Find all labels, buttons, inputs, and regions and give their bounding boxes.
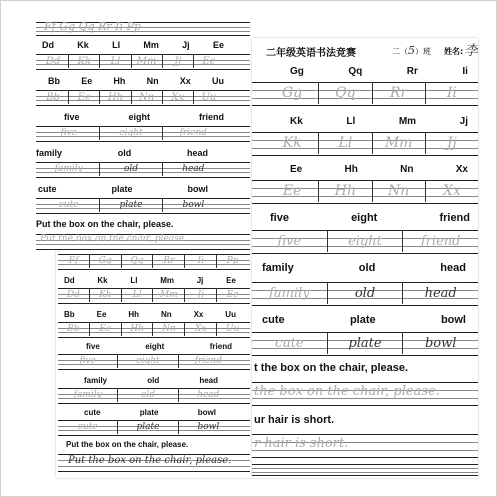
traced-cells-row-2: Bb Ee Hh Nn Xx Uu <box>58 322 248 336</box>
traced-sentence: the box on the chair, please. <box>254 384 440 399</box>
letter-label: Nn <box>160 310 172 319</box>
word-label: bowl <box>187 184 208 194</box>
traced-cells-row-0: Gg Qq Rr Ii <box>266 82 478 104</box>
letter-label: Ee <box>96 310 107 319</box>
words-row-1 <box>270 212 470 224</box>
traced-cells-words-3: cute plate bowl <box>252 332 478 354</box>
word-label: friend <box>198 112 224 122</box>
words-row-2 <box>36 148 208 158</box>
word-label: family <box>84 376 108 385</box>
traced-sentence: Put the box on the chair, please. <box>40 234 187 244</box>
writing-band <box>252 464 478 476</box>
class-number: 5 <box>408 44 415 57</box>
word-label: friend <box>209 342 232 351</box>
word-label: head <box>199 376 218 385</box>
letter-label: Ee <box>81 76 93 86</box>
letter-label: Jj <box>196 276 204 285</box>
traced-cells-words-1: five eight friend <box>38 126 224 140</box>
letter-label: Nn <box>146 76 159 86</box>
letters-row-0 <box>290 66 468 77</box>
traced-cells-row-2: Bb Ee Hh Nn Xx Uu <box>38 90 224 104</box>
traced-cells-words-3: cute plate bowl <box>58 420 238 434</box>
letters-row-1 <box>290 116 468 127</box>
traced-letters-top: Ff Gg Qq Rr Ii Pp <box>44 20 141 33</box>
sentence-label: Put the box on the chair, please. <box>36 219 174 229</box>
letter-label: Jj <box>182 40 190 50</box>
letter-label: Mm <box>160 276 174 285</box>
word-label: bowl <box>197 408 216 417</box>
letter-label: Gg <box>290 66 304 77</box>
word-label: cute <box>262 314 285 326</box>
letter-label: Dd <box>64 276 75 285</box>
letter-label: Kk <box>77 40 89 50</box>
traced-cells-row-2: Ee Hh Nn Xx <box>266 180 478 202</box>
traced-sentence: r hair is short. <box>254 436 349 451</box>
letter-label: Kk <box>290 116 303 127</box>
word-label: plate <box>111 184 133 194</box>
letter-label: Ee <box>290 164 303 175</box>
traced-cells-row-1: Dd Kk Ll Mm Jj Ee <box>58 288 248 302</box>
word-label: five <box>86 342 100 351</box>
letter-label: Bb <box>48 76 60 86</box>
traced-cells-words-1: five eight friend <box>58 354 238 368</box>
word-label: eight <box>351 212 378 224</box>
word-label: five <box>64 112 80 122</box>
letter-label: Ll <box>346 116 356 127</box>
letter-label: Hh <box>128 310 140 319</box>
letter-label: Bb <box>64 310 75 319</box>
sentence-label: ur hair is short. <box>254 414 335 426</box>
word-label: eight <box>128 112 150 122</box>
letter-label: Nn <box>400 164 414 175</box>
letter-label: Hh <box>113 76 126 86</box>
letter-label: Ll <box>112 40 121 50</box>
word-label: five <box>270 212 289 224</box>
words-row-1 <box>86 342 232 351</box>
word-label: cute <box>84 408 101 417</box>
traced-cells-top: Ff Gg Qq Rr Ii Pp <box>58 254 248 268</box>
word-label: family <box>36 148 63 158</box>
letter-label: Hh <box>344 164 358 175</box>
letter-label: Xx <box>179 76 191 86</box>
words-row-2 <box>84 376 218 385</box>
traced-cells-words-2: family old head <box>252 282 478 304</box>
word-label: cute <box>38 184 57 194</box>
letters-row-1 <box>64 276 236 285</box>
letter-label: Rr <box>406 66 418 77</box>
worksheet-right <box>252 38 478 478</box>
word-label: old <box>117 148 132 158</box>
sentence-label: Put the box on the chair, please. <box>66 440 189 449</box>
sentence-label: t the box on the chair, please. <box>254 362 409 374</box>
traced-cells-words-3: cute plate bowl <box>38 198 224 212</box>
word-label: plate <box>349 314 376 326</box>
letters-row-1 <box>42 40 224 50</box>
traced-cells-words-1: five eight friend <box>252 230 478 252</box>
traced-cells-words-2: family old head <box>58 388 238 402</box>
letter-label: Ee <box>226 276 236 285</box>
letter-label: Kk <box>97 276 108 285</box>
letter-label: Jj <box>459 116 468 127</box>
word-label: bowl <box>440 314 466 326</box>
letter-label: Ll <box>130 276 138 285</box>
letter-label: Uu <box>225 310 236 319</box>
words-row-1 <box>64 112 224 122</box>
letter-label: Mm <box>398 116 417 127</box>
student-name: 李 <box>464 43 478 59</box>
name-label: 姓名: <box>444 47 464 56</box>
letter-label: Xx <box>193 310 204 319</box>
competition-title: 二年级英语书法竞赛 <box>266 48 356 59</box>
letter-label: Uu <box>211 76 224 86</box>
word-label: friend <box>439 212 470 224</box>
worksheet-lower-left <box>56 250 252 478</box>
words-row-3 <box>262 314 466 326</box>
letter-label: Ee <box>212 40 224 50</box>
traced-cells-row-1: Kk Ll Mm Jj <box>266 132 478 154</box>
traced-cells-words-2: family old head <box>38 162 224 176</box>
letter-label: Mm <box>143 40 159 50</box>
words-row-2 <box>262 262 466 274</box>
traced-cells-row-1: Dd Kk Ll Mm Jj Ee <box>38 54 224 68</box>
letters-row-2 <box>290 164 468 175</box>
word-label: old <box>358 262 376 274</box>
words-row-3 <box>38 184 208 194</box>
word-label: eight <box>145 342 165 351</box>
handwritten-sentence: Put the box on the chair, please. <box>68 455 232 466</box>
letters-row-2 <box>64 310 236 319</box>
letter-label: Qq <box>348 66 363 77</box>
word-label: family <box>262 262 294 274</box>
letter-label: Xx <box>455 164 468 175</box>
words-row-3 <box>84 408 216 417</box>
class-field: 二（5）班 <box>392 44 431 57</box>
letters-row-2 <box>48 76 224 86</box>
worksheet-upper-left <box>34 16 252 252</box>
word-label: head <box>440 262 466 274</box>
word-label: plate <box>139 408 159 417</box>
word-label: head <box>186 148 208 158</box>
word-label: old <box>147 376 160 385</box>
letter-label: Ii <box>462 66 468 77</box>
letter-label: Dd <box>42 40 54 50</box>
